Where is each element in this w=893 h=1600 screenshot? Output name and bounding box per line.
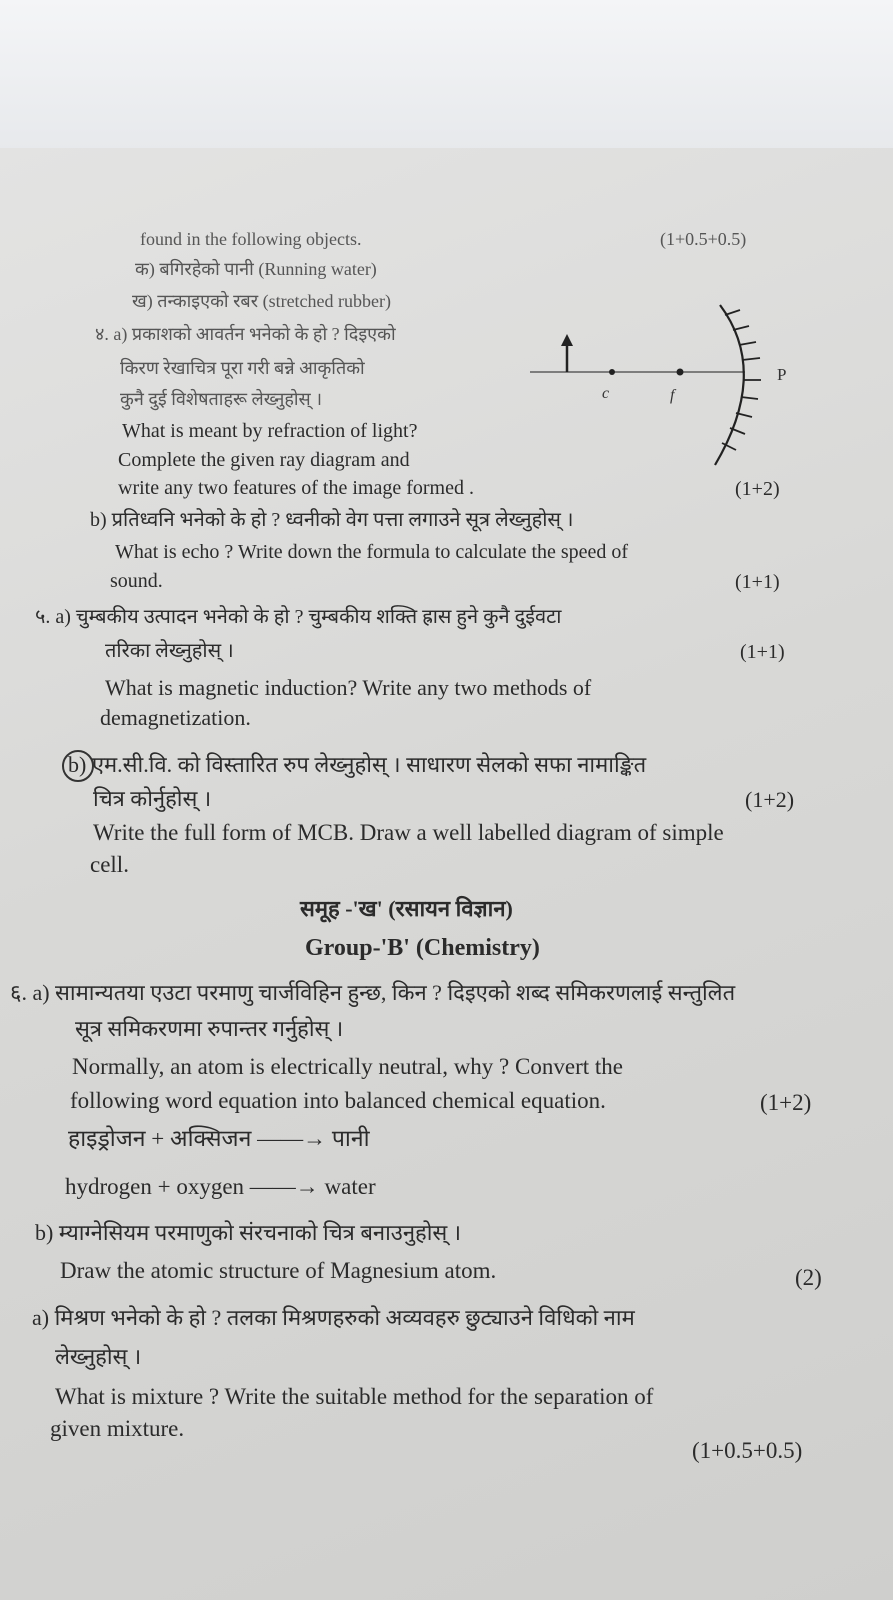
mirror-hatching <box>722 310 761 450</box>
point-f <box>677 369 684 376</box>
q3-marks: (1+0.5+0.5) <box>660 229 747 249</box>
q7a-nepali-line1: a) मिश्रण भनेको के हो ? तलका मिश्रणहरुको अव्यवहरु छुट्याउने विधिको नाम <box>32 1305 635 1330</box>
q6b-marks: (2) <box>795 1265 822 1290</box>
q6a-marks: (1+2) <box>760 1090 812 1115</box>
q5a-english-line1: What is magnetic induction? Write any two methods of <box>105 675 592 700</box>
q6a-english-line2: following word equation into balanced chemical equation. <box>70 1088 606 1113</box>
q4a-english-line2: Complete the given ray diagram and <box>118 449 410 471</box>
ray-diagram <box>520 300 820 475</box>
q4a-nepali-line1: ४. a) प्रकाशको आवर्तन भनेको के हो ? दिइएको <box>95 324 396 344</box>
q5b-english-line1: Write the full form of MCB. Draw a well labelled diagram of simple <box>93 820 724 845</box>
label-f: f <box>670 387 675 404</box>
q6a-nepali-line1: ६. a) सामान्यतया एउटा परमाणु चार्जविहिन हुन्छ, किन ? दिइएको शब्द समिकरणलाई सन्तुलित <box>10 980 736 1005</box>
q4a-nepali-line2: किरण रेखाचित्र पूरा गरी बन्ने आकृतिको <box>120 358 365 378</box>
q6a-equation-nepali: हाइड्रोजन + अक्सिजन ——→ पानी <box>68 1126 370 1151</box>
q4a-english-line1: What is meant by refraction of light? <box>122 420 418 442</box>
label-p: P <box>777 365 787 384</box>
point-c <box>609 369 615 375</box>
group-heading-english: Group-'B' (Chemistry) <box>305 935 540 961</box>
q7a-english-line2: given mixture. <box>50 1416 185 1441</box>
q6a-nepali-line2: सूत्र समिकरणमा रुपान्तर गर्नुहोस् । <box>75 1016 344 1041</box>
q5a-marks: (1+1) <box>740 641 785 663</box>
q5b-english-line2: cell. <box>90 852 129 877</box>
label-c: c <box>602 385 610 402</box>
q7a-nepali-line2: लेख्नुहोस् । <box>55 1344 142 1369</box>
q4b-nepali: b) प्रतिध्वनि भनेको के हो ? ध्वनीको वेग पत्ता लगाउने सूत्र लेख्नुहोस् । <box>90 509 574 531</box>
q5b-marks: (1+2) <box>745 787 795 812</box>
q7a-english-line1: What is mixture ? Write the suitable method for the separation of <box>55 1384 654 1409</box>
q4a-marks: (1+2) <box>735 478 780 500</box>
q6b-nepali: b) म्याग्नेसियम परमाणुको संरचनाको चित्र बनाउनुहोस् । <box>35 1220 462 1245</box>
q7a-marks: (1+0.5+0.5) <box>692 1438 803 1463</box>
q5a-nepali-line2: तरिका लेख्नुहोस् । <box>105 640 234 662</box>
q4a-english-line3: write any two features of the image formed . <box>118 477 474 499</box>
q6a-equation-english: hydrogen + oxygen ——→ water <box>65 1174 376 1199</box>
q5a-english-line2: demagnetization. <box>100 705 251 730</box>
q4b-english-line1: What is echo ? Write down the formula to calculate the speed of <box>115 541 629 563</box>
q4a-nepali-line3: कुनै दुई विशेषताहरू लेख्नुहोस् । <box>120 389 323 409</box>
q4b-english-line2: sound. <box>110 570 163 592</box>
q4b-marks: (1+1) <box>735 571 780 593</box>
q6a-english-line1: Normally, an atom is electrically neutral, why ? Convert the <box>72 1054 623 1079</box>
group-heading-nepali: समूह -'ख' (रसायन विज्ञान) <box>300 896 513 921</box>
q3-option-a: क) बगिरहेको पानी (Running water) <box>135 259 377 279</box>
q6b-english: Draw the atomic structure of Magnesium atom. <box>60 1258 497 1283</box>
q5a-nepali-line1: ५. a) चुम्बकीय उत्पादन भनेको के हो ? चुम्बकीय शक्ति ह्रास हुने कुनै दुईवटा <box>35 606 562 628</box>
q5b-nepali-line1: b) एम.सी.वि. को विस्तारित रुप लेख्नुहोस् । साधारण सेलको सफा नामाङ्कित <box>68 752 647 777</box>
q3-stem: found in the following objects. <box>140 229 362 249</box>
background-top <box>0 0 893 150</box>
q5b-nepali-line2: चित्र कोर्नुहोस् । <box>93 786 212 811</box>
object-arrowhead <box>561 334 573 346</box>
q3-option-b: ख) तन्काइएको रबर (stretched rubber) <box>132 291 392 311</box>
